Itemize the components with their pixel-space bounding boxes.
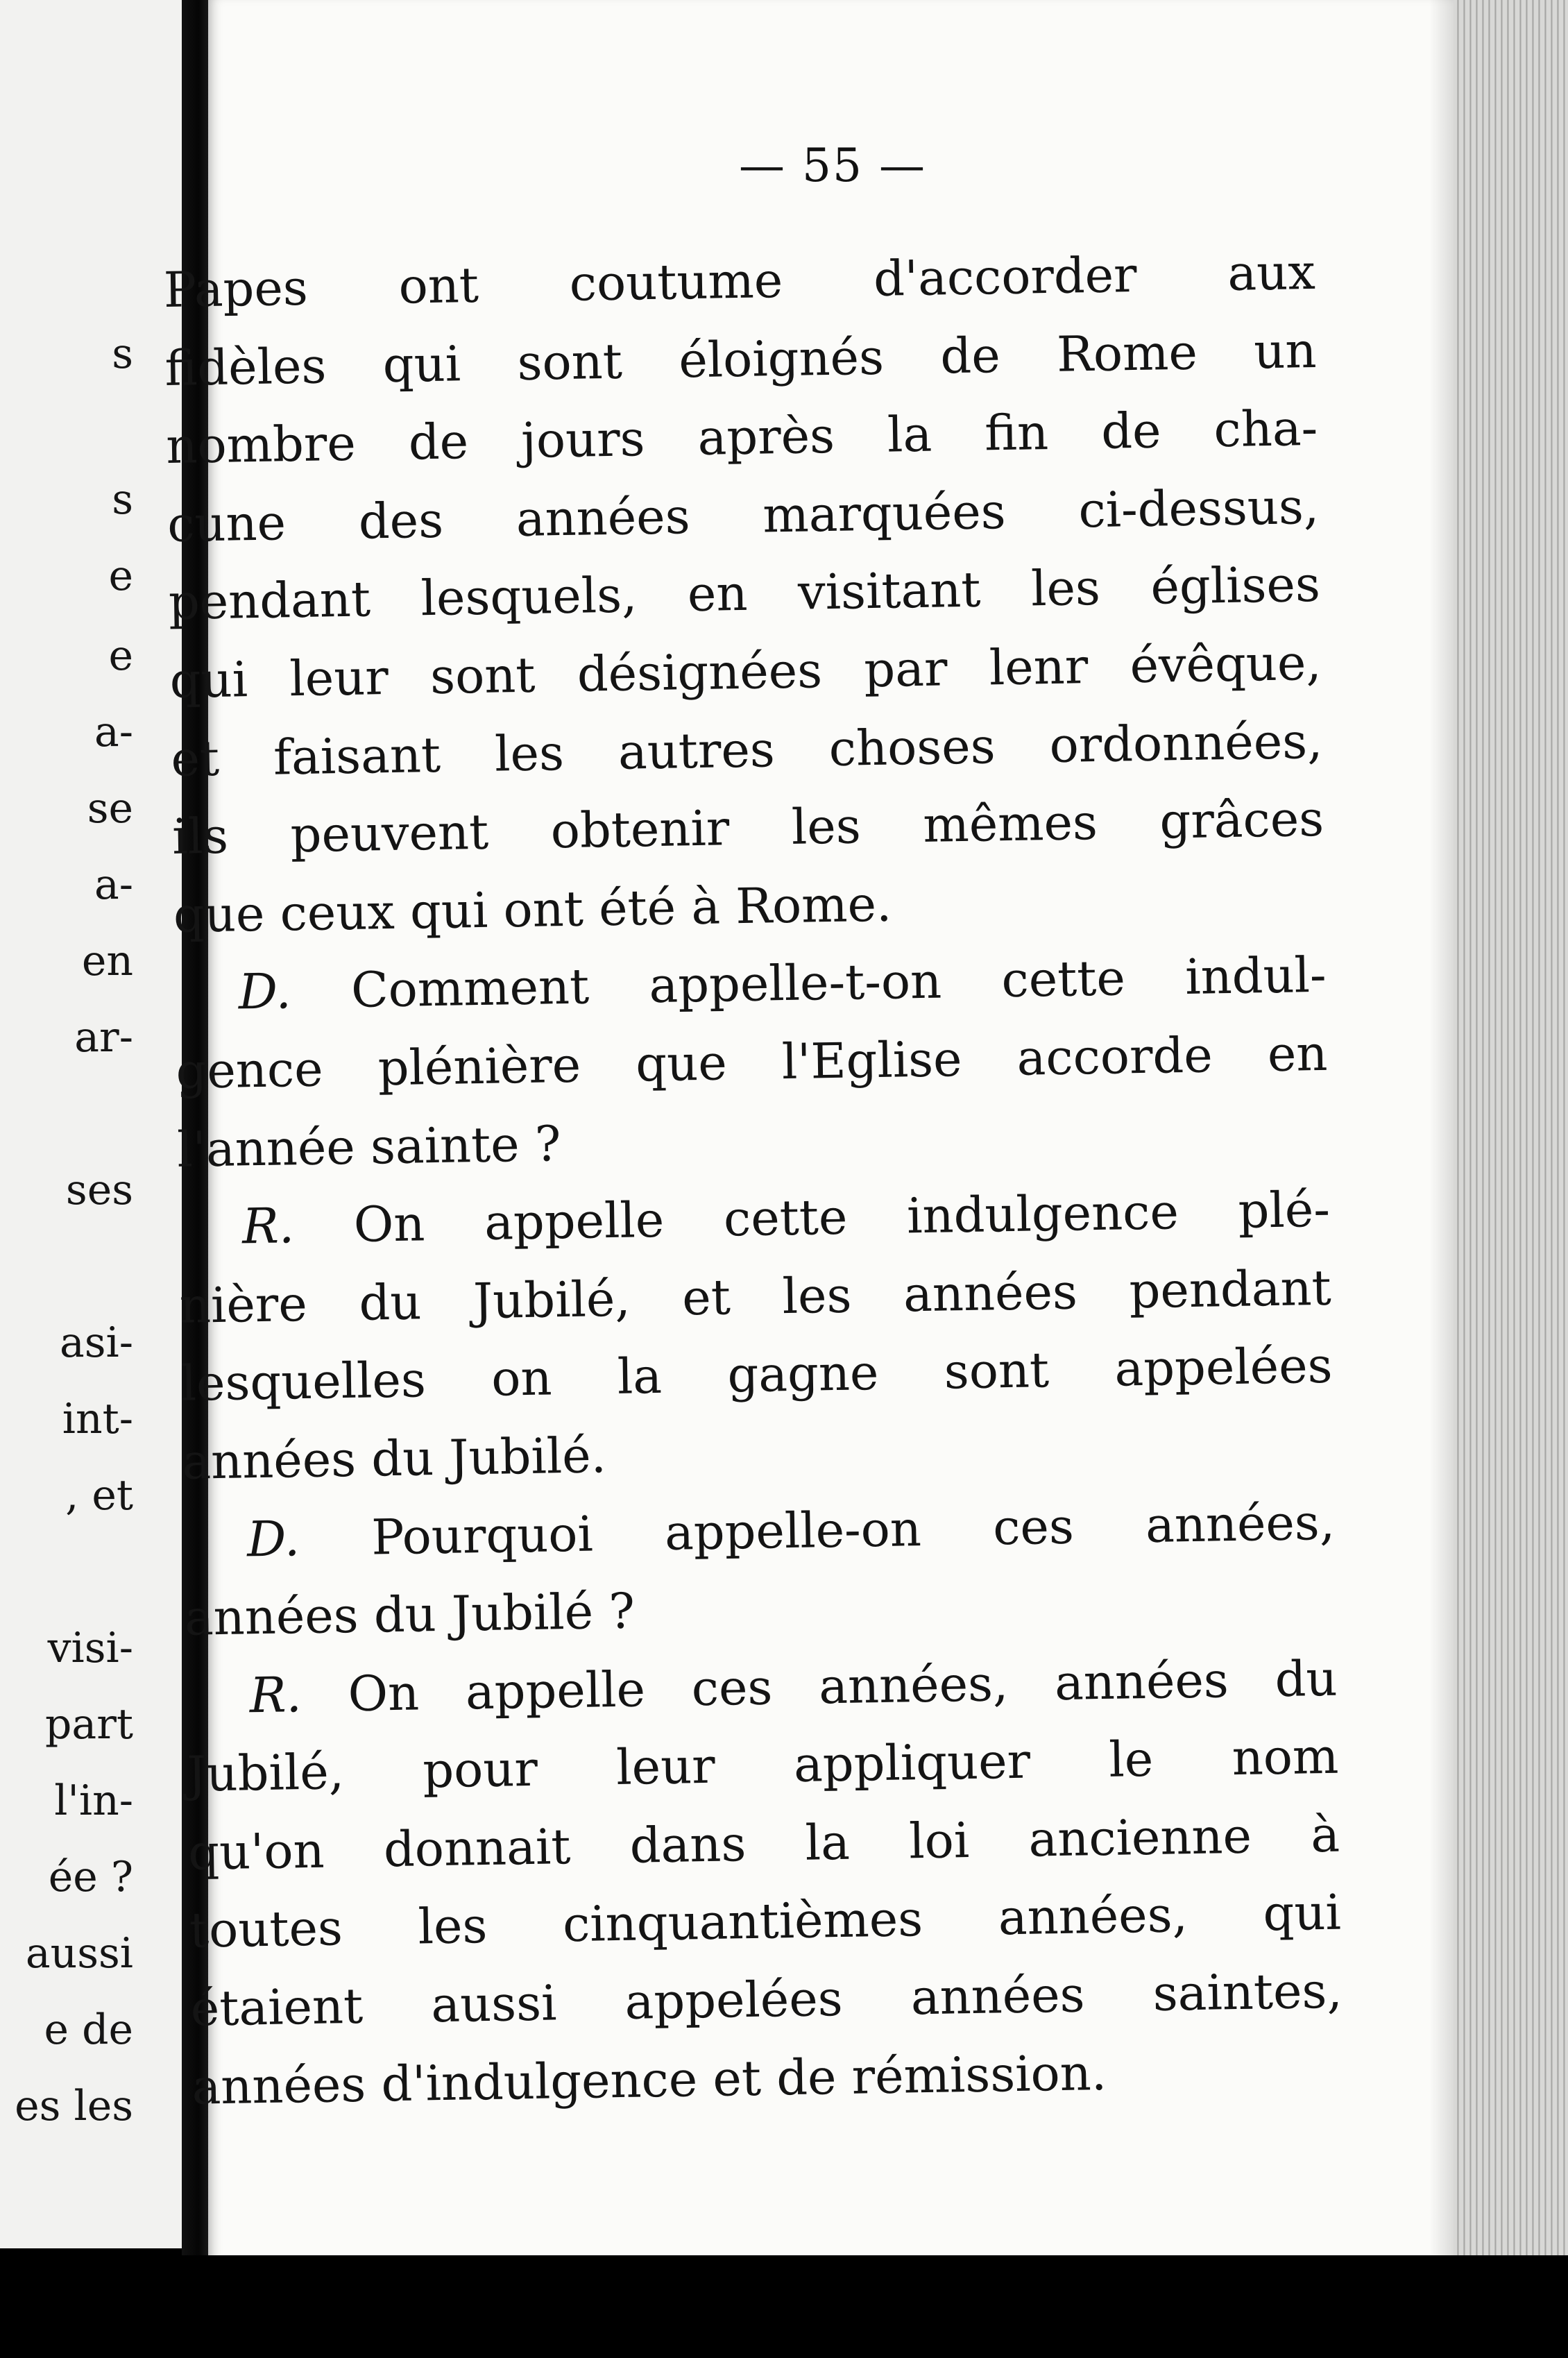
left-fragment: s — [112, 475, 133, 524]
text-line: et faisant les autres choses ordonnées, — [170, 712, 1323, 788]
text-line: toutes les cinquantièmes années, qui — [189, 1884, 1342, 1960]
answer-marker: R. — [249, 1665, 302, 1724]
text-line: Papes ont coutume d'accorder aux — [163, 243, 1316, 319]
left-fragment: se — [87, 784, 133, 833]
text-line: années du Jubilé ? — [184, 1582, 636, 1647]
left-fragment: e de — [44, 2005, 133, 2054]
left-fragment: en — [81, 937, 133, 985]
left-fragment: , et — [65, 1471, 133, 1520]
left-facing-page — [0, 0, 182, 2248]
question-marker: D. — [238, 962, 292, 1021]
text-line: l'année sainte ? — [176, 1114, 562, 1178]
left-fragment: e — [108, 552, 133, 600]
text-line: années du Jubilé. — [181, 1427, 607, 1491]
left-fragment: a- — [94, 860, 133, 909]
question-marker: D. — [246, 1509, 300, 1568]
left-fragment: ses — [65, 1166, 133, 1214]
text-line: qu'on donnait dans la loi ancienne à — [187, 1806, 1340, 1881]
left-fragment: visi- — [47, 1624, 133, 1672]
text-line: pendant lesquels, en visitant les églises — [168, 556, 1321, 631]
left-fragment: asi- — [59, 1318, 133, 1367]
text-line: années d'indulgence et de rémission. — [191, 2044, 1107, 2116]
page-body-text — [163, 233, 1344, 2126]
text-line: ils peuvent obtenir les mêmes grâces — [171, 790, 1324, 866]
left-fragment: s — [112, 330, 133, 378]
text-line: lesquelles on la gagne sont appelées — [180, 1337, 1333, 1413]
bottom-dark-band — [0, 2255, 1568, 2358]
page-edges-stack — [1454, 0, 1568, 2358]
text-line: que ceux qui ont été à Rome. — [173, 875, 892, 944]
left-fragment: a- — [94, 708, 133, 756]
page-number: — 55 — — [739, 139, 926, 192]
text-line: qui leur sont désignées par lenr évêque, — [169, 634, 1322, 709]
text-line: nombre de jours après la fin de cha- — [165, 400, 1318, 475]
answer-marker: R. — [241, 1197, 295, 1255]
question-text: Pourquoi appelle-on ces années, — [370, 1493, 1336, 1566]
left-fragment: e — [108, 631, 133, 680]
left-page-text-fragments — [0, 0, 182, 2248]
left-fragment: es les — [15, 2082, 133, 2130]
answer-text: On appelle ces années, années du — [347, 1649, 1338, 1722]
left-fragment: int- — [62, 1395, 133, 1443]
question-text: Comment appelle-t-on cette indul- — [350, 947, 1327, 1019]
left-fragment: l'in- — [54, 1776, 133, 1825]
text-line: Jubilé, pour leur appliquer le nom — [186, 1727, 1339, 1804]
answer-text: On appelle cette indulgence plé- — [353, 1180, 1331, 1253]
text-line: étaient aussi appelées années saintes, — [190, 1962, 1343, 2037]
text-line: nière du Jubilé, et les années pendant — [179, 1259, 1332, 1334]
text-line: fidèles qui sont éloignés de Rome un — [164, 321, 1318, 397]
text-line: cune des années marquées ci-dessus, — [167, 477, 1320, 553]
left-fragment: aussi — [25, 1929, 133, 1978]
text-line: gence plénière que l'Eglise accorde en — [175, 1024, 1329, 1100]
left-fragment: part — [45, 1700, 133, 1749]
left-fragment: ar- — [74, 1013, 133, 1062]
left-fragment: ée ? — [48, 1853, 133, 1901]
